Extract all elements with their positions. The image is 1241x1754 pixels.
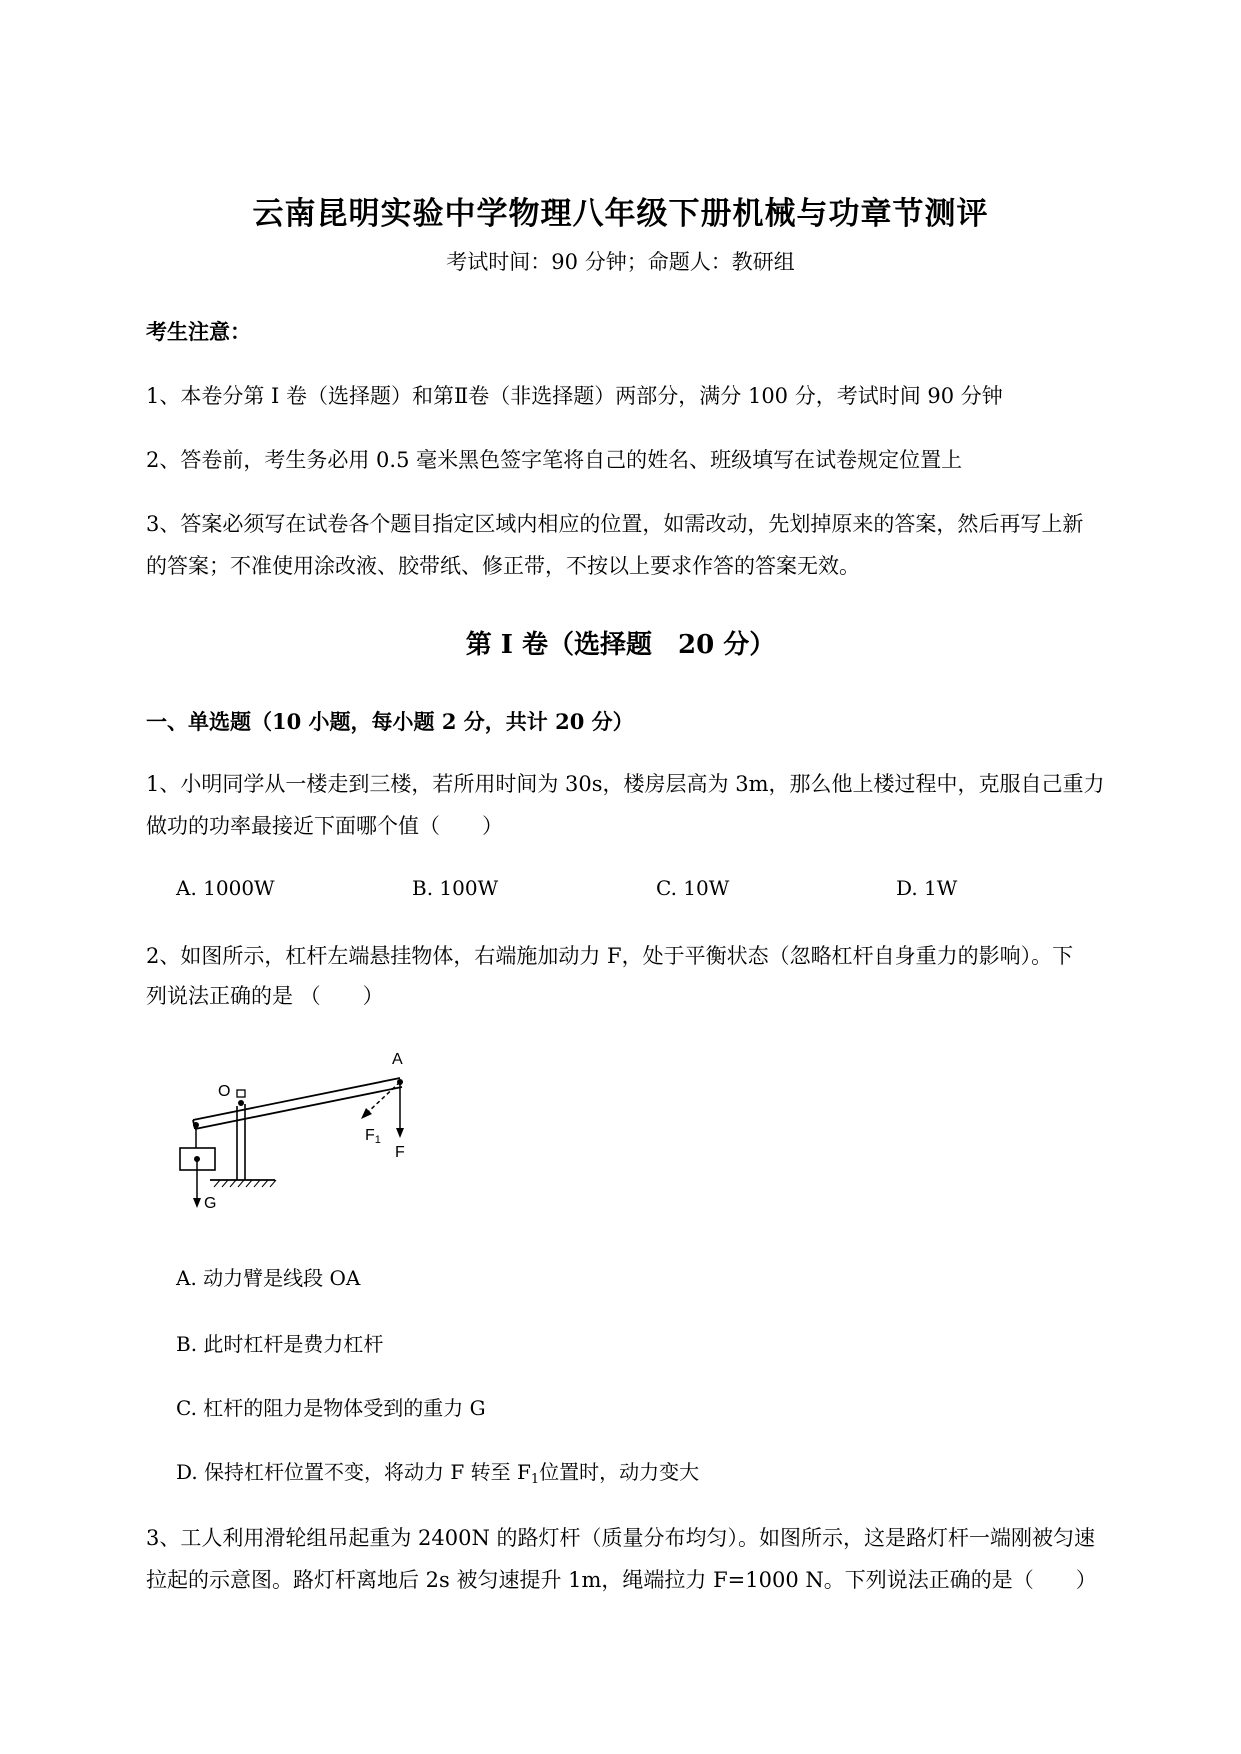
question-3-text: 3、工人利用滑轮组吊起重为 2400N 的路灯杆（质量分布均匀）。如图所示，这是路灯杆一端刚被匀速: [146, 1526, 1096, 1550]
option-d-subscript: 1: [530, 1472, 540, 1487]
page-title: 云南昆明实验中学物理八年级下册机械与功章节测评: [252, 196, 989, 232]
exam-info: 考试时间：90 分钟；命题人：教研组: [446, 250, 795, 274]
force-f1-arrow: [361, 1082, 400, 1119]
question-1-option-b[interactable]: B. 100W: [412, 876, 499, 900]
force-f-arrow: [396, 1082, 404, 1138]
label-g: G: [204, 1195, 217, 1212]
notice-item: 3、答案必须写在试卷各个题目指定区域内相应的位置，如需改动，先划掉原来的答案，然后再写上新: [146, 512, 1084, 536]
question-2-option-b[interactable]: B. 此时杠杆是费力杠杆: [176, 1332, 384, 1356]
support-post: [210, 1104, 276, 1187]
part-heading: 一、单选题（10 小题，每小题 2 分，共计 20 分）: [146, 709, 634, 734]
question-3-text-continued: 拉起的示意图。路灯杆离地后 2s 被匀速提升 1m，绳端拉力 F=1000 N。下列说法正确的是（ ）: [146, 1568, 1097, 1592]
notice-item: 1、本卷分第 I 卷（选择题）和第Ⅱ卷（非选择题）两部分，满分 100 分，考试时间 90 分钟: [146, 384, 1003, 408]
gravity-arrow: [193, 1159, 201, 1208]
label-a: A: [392, 1051, 403, 1068]
question-1-option-d[interactable]: D. 1W: [896, 876, 958, 900]
section-title: 第 I 卷（选择题 20 分）: [465, 630, 776, 660]
label-f: F: [395, 1144, 405, 1161]
label-o: O: [218, 1083, 231, 1100]
question-1-text: 1、小明同学从一楼走到三楼，若所用时间为 30s，楼房层高为 3m，那么他上楼过程中，克服自己重力: [146, 772, 1105, 796]
question-1-option-c[interactable]: C. 10W: [656, 876, 730, 900]
question-2-text-continued: 列说法正确的是 （ ）: [146, 984, 384, 1008]
notice-item-continued: 的答案；不准使用涂改液、胶带纸、修正带，不按以上要求作答的答案无效。: [146, 554, 860, 578]
notice-item: 2、答卷前，考生务必用 0.5 毫米黑色签字笔将自己的姓名、班级填写在试卷规定位置上: [146, 448, 963, 472]
question-2-option-c[interactable]: C. 杠杆的阻力是物体受到的重力 G: [176, 1396, 486, 1420]
notice-heading: 考生注意：: [146, 319, 251, 344]
option-d-text: D. 保持杠杆位置不变，将动力 F 转至 F: [176, 1460, 531, 1484]
option-d-text-end: 位置时，动力变大: [539, 1460, 700, 1484]
question-1-text-continued: 做功的功率最接近下面哪个值（ ）: [146, 814, 503, 838]
question-1-option-a[interactable]: A. 1000W: [176, 876, 275, 900]
lever-diagram: [170, 1040, 440, 1230]
question-2-option-a[interactable]: A. 动力臂是线段 OA: [176, 1266, 361, 1290]
question-2-text: 2、如图所示，杠杆左端悬挂物体，右端施加动力 F，处于平衡状态（忽略杠杆自身重力的影响）。下: [146, 944, 1074, 968]
label-f1: F1: [365, 1127, 381, 1146]
question-2-option-d[interactable]: [176, 1456, 699, 1487]
